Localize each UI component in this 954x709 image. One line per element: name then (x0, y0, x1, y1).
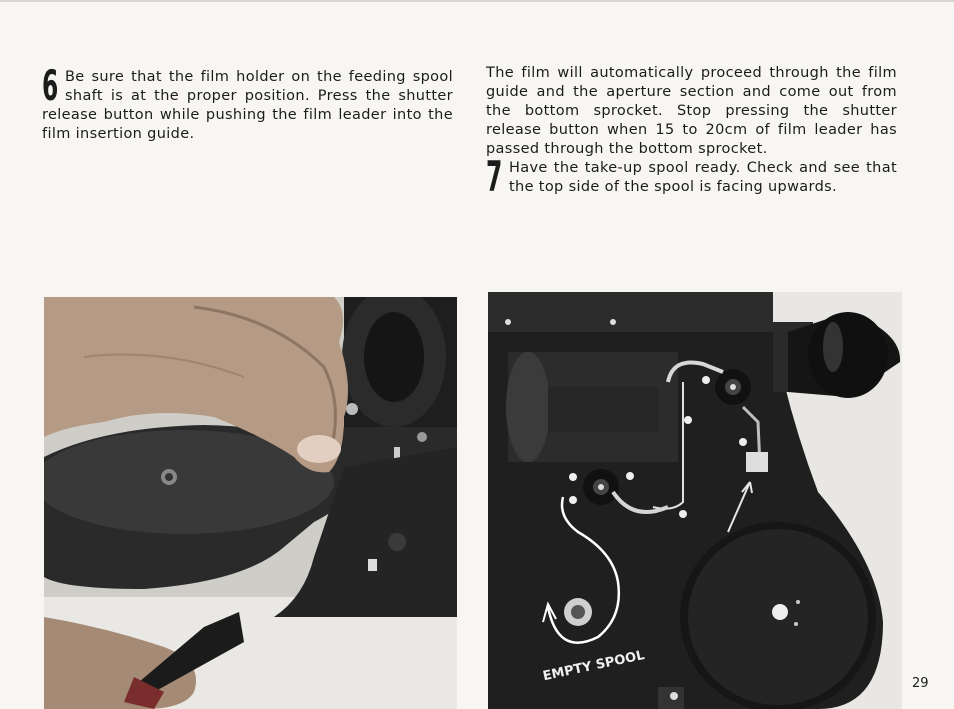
step-6-text: Be sure that the film holder on the feeding spool shaft is at the proper position. Press the shutter release button while pushing the film leader into the film insertion guide. (42, 69, 453, 142)
camera-hand-illustration (44, 297, 457, 709)
photo-camera-film-path (488, 292, 902, 709)
page-top-edge (0, 0, 954, 2)
step-7-text: Have the take-up spool ready. Check and see that the top side of the spool is facing upwards. (509, 160, 897, 195)
step-7-number: 7 (486, 152, 503, 201)
empty-spool-label: EMPTY SPOOL (541, 648, 646, 685)
right-text-block (486, 64, 897, 201)
step-7-block (486, 152, 897, 201)
step-6-number: 6 (42, 61, 59, 110)
page-number: 29 (912, 676, 929, 691)
step-6-block (42, 61, 453, 144)
camera-interior-illustration (488, 292, 902, 709)
photo-hand-inserting-film (44, 297, 457, 709)
film-feed-paragraph: The film will automatically proceed through the film guide and the aperture section and come out from the bottom sprocket. Stop pressing the shutter release button when 15 to 20cm of film leader has passed through the bottom sprocket. (486, 65, 897, 157)
